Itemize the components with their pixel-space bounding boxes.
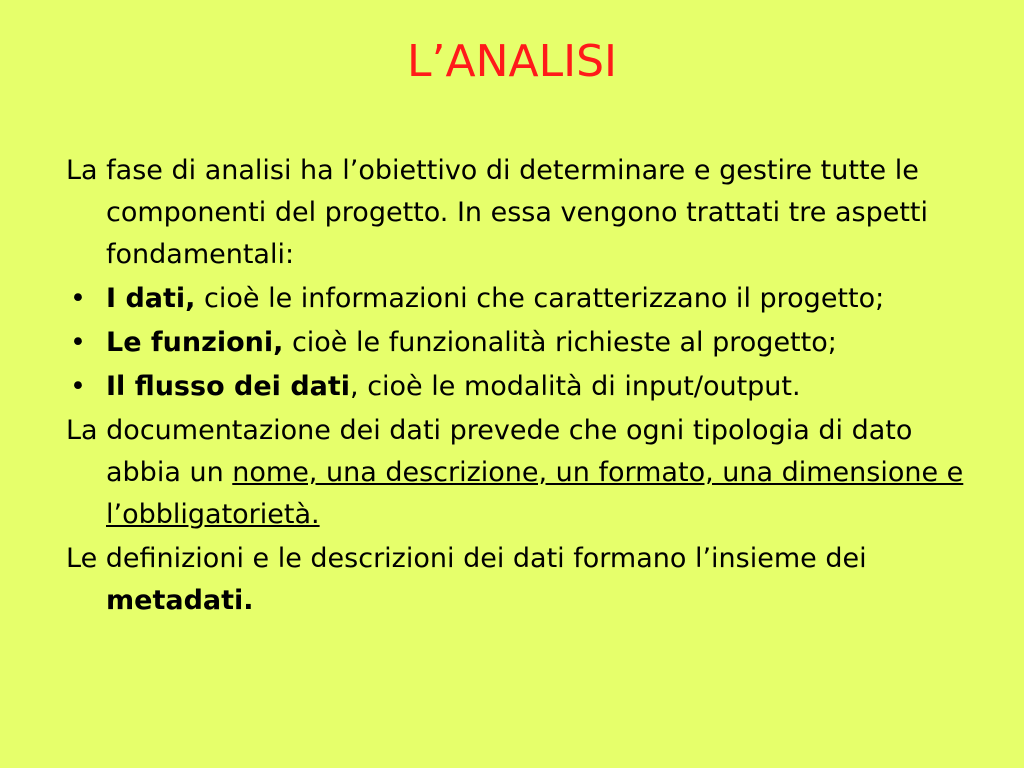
slide-title: L’ANALISI <box>406 36 617 87</box>
bullet-item-funzioni <box>66 322 966 364</box>
bullet-description: cioè le informazioni che caratterizzano il progetto; <box>195 283 885 314</box>
bullet-description: cioè le funzionalità richieste al progetto; <box>283 327 837 358</box>
bullet-item-dati <box>66 278 966 320</box>
underlined-attributes: nome, una descrizione, un formato, una dimensione e l’obbligatorietà. <box>106 457 964 530</box>
paragraph-text: La documentazione dei dati prevede che ogni tipologia di dato abbia un <box>66 415 913 488</box>
slide-body <box>66 150 966 624</box>
bullet-icon: • <box>70 371 86 402</box>
bullet-term: Le funzioni, <box>106 327 284 358</box>
paragraph-text: Le definizioni e le descrizioni dei dati formano l’insieme dei <box>66 543 867 574</box>
paragraph-documentazione <box>66 410 966 536</box>
bullet-term: I dati, <box>106 283 196 314</box>
paragraph-intro: La fase di analisi ha l’obiettivo di determinare e gestire tutte le componenti del progetto. In essa vengono trattati tre aspetti fondamentali: <box>66 155 929 270</box>
bullet-icon: • <box>70 283 86 314</box>
bullet-term: Il flusso dei dati <box>106 371 351 402</box>
metadati-term: metadati. <box>106 585 254 616</box>
bullet-description: , cioè le modalità di input/output. <box>350 371 801 402</box>
paragraph-metadati <box>66 538 966 622</box>
bullet-item-flusso <box>66 366 966 408</box>
bullet-icon: • <box>70 327 86 358</box>
